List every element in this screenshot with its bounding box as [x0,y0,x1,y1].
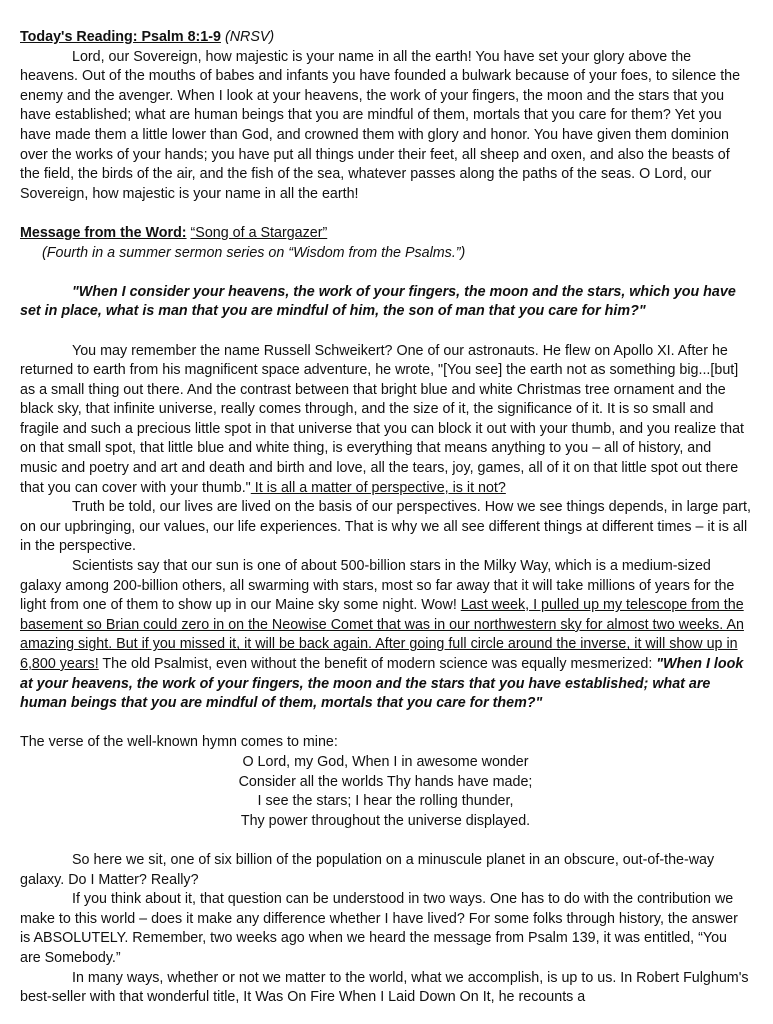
reading-version: (NRSV) [224,29,275,45]
hymn-line: Consider all the worlds Thy hands have made; [238,773,533,790]
perspective-underlined: It is all a matter of perspective, is it not? [250,479,506,496]
hymn-line: Thy power throughout the universe displayed. [240,812,531,829]
reading-label: Today's Reading: Psalm 8:1-9 [20,29,221,45]
hymn-verse [20,753,751,831]
paragraph-fulghum: In many ways, whether or not we matter to the world, what we accomplish, is up to us. In Robert Fulghum's best-seller with that wonderful title, It Was On Fire When I Laid Down On It, he recounts a [20,969,749,1006]
message-title: “Song of a Stargazer” [190,224,328,241]
paragraph-scientists-text: Scientists say that our sun is one of about 500-billion stars in the Milky Way, which is a medium-sized galaxy among 200-billion others, all swarming with stars, most so far away that it will take millions of years for the light from one of them to show up in our Maine sky some night. Wow! [20,558,735,614]
message-heading [20,224,751,244]
spacer [20,263,751,283]
spacer [20,831,751,851]
spacer [20,714,751,734]
spacer [20,204,751,224]
telescope-underlined: Last week, I pulled up my telescope from the basement so Brian could zero in on the Neowise Comet that was in our northwestern sky for almost two weeks. An amazing sight. But if you missed it, it will be back again. After going full circle around the inverse, it will show up in 6,800 years! [20,597,744,672]
hymn-intro: The verse of the well-known hymn comes to mine: [20,734,338,751]
hymn-line: O Lord, my God, When I in awesome wonder [242,753,529,770]
spacer [20,322,751,342]
paragraph-do-i-matter: So here we sit, one of six billion of the population on a minuscule planet in an obscure, out-of-the-way galaxy. Do I Matter? Really? [20,851,715,888]
message-subtitle: (Fourth in a summer sermon series on “Wisdom from the Psalms.”) [42,244,466,261]
paragraph-astronaut-text: You may remember the name Russell Schweikert? One of our astronauts. He flew on Apollo XI. After he returned to earth from his magnificent space adventure, he wrote, "[You see] the earth not as something big...[but] as a small thing out there. And the contrast between that bright blue and white Christmas tree ornament and the black sky, that infinite universe, really comes through, and the size of it, the significance of it. It is so small and fragile and such a precious little spot in that universe that you can block it out with your thumb, and you realize that on that small spot, that little blue and white thing, is everything that means anything to you – all of history, and music and poetry and art and death and birth and love, all the tears, joy, games, all of it on that little spot out there that you can cover with your thumb." [20,342,744,496]
paragraph-astronaut [20,342,751,499]
paragraph-scientists [20,557,751,714]
hymn-line: I see the stars; I hear the rolling thunder, [257,793,514,810]
epigraph-quote: "When I consider your heavens, the work of your fingers, the moon and the stars, which you have set in place, what is man that you are mindful of him, the son of man that you care for him?" [20,283,736,320]
reading-heading [20,28,751,48]
paragraph-two-ways: If you think about it, that question can be understood in two ways. One has to do with the contribution we make to this world – does it make any difference whether I have lived? For some folks through history, the answer is ABSOLUTELY. Remember, two weeks ago when we heard the message from Psalm 139, it was entitled, “You are Somebody.” [20,891,738,966]
reading-text: Lord, our Sovereign, how majestic is your name in all the earth! You have set your glory above the heavens. Out of the mouths of babes and infants you have founded a bulwark because of your foes, to silence the enemy and the avenger. When I look at your heavens, the work of your fingers, the moon and the stars that you have established; what are human beings that you are mindful of them, mortals that you care for them? Yet you have made them a little lower than God, and crowned them with glory and honor. You have given them dominion over the works of your hands; you have put all things under their feet, all sheep and oxen, and also the beasts of the field, the birds of the air, and the fish of the sea, whatever passes along the paths of the seas. O Lord, our Sovereign, how majestic is your name in all the earth! [20,48,741,202]
psalm-quote: "When I look at your heavens, the work of your fingers, the moon and the stars that you have established; what are human beings that you are mindful of them, mortals that you care for them?" [20,656,744,712]
message-label: Message from the Word: [20,224,187,241]
paragraph-perspective: Truth be told, our lives are lived on the basis of our perspectives. How we see things depends, in large part, on our upbringing, our values, our life experiences. That is why we all see different things at different times – it is all in the perspective. [20,499,751,555]
paragraph-scientists-after: The old Psalmist, even without the benefit of modern science was equally mesmerized: [98,656,657,672]
